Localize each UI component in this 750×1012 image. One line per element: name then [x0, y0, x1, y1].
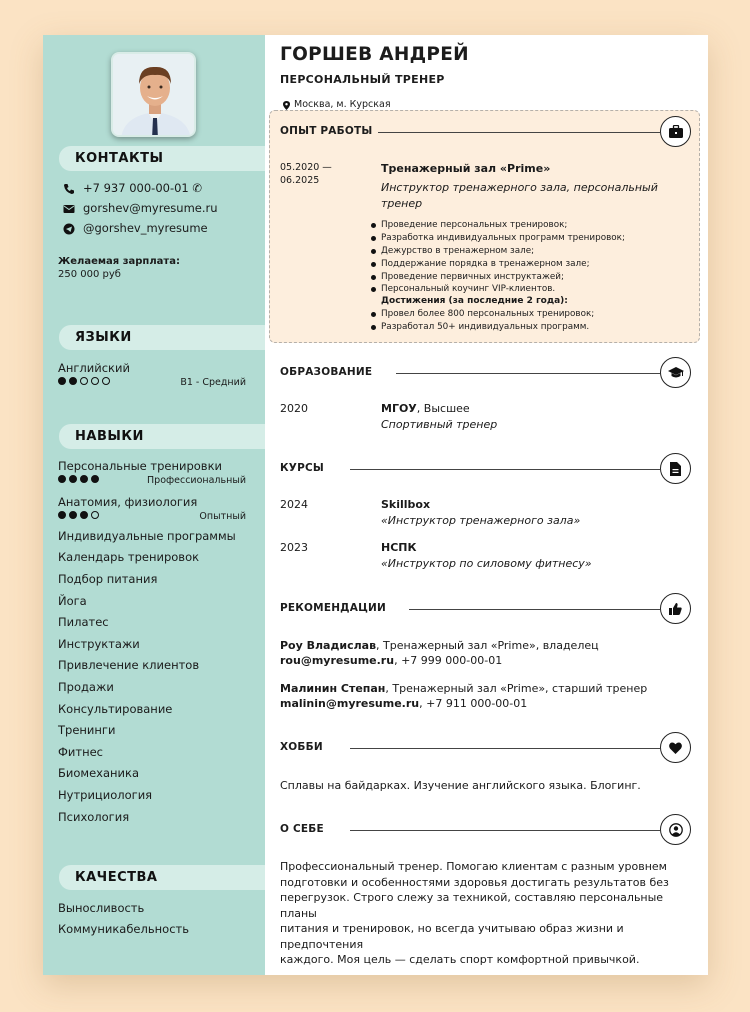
skill-rating: [58, 475, 99, 483]
rating-dot: [80, 475, 88, 483]
rating-dot: [80, 377, 88, 385]
salary-label: Желаемая зарплата:: [58, 256, 180, 267]
education-heading: ОБРАЗОВАНИЕ: [280, 366, 373, 378]
duty-item: Разработка индивидуальных программ тренировок;: [381, 233, 625, 243]
skill-item: Пилатес: [58, 615, 109, 629]
duty-item: Персональный коучинг VIP-клиентов.: [381, 284, 556, 294]
document-icon: [660, 453, 691, 484]
phone-icon: [63, 183, 75, 195]
achievements-heading: Достижения (за последние 2 года):: [381, 296, 568, 306]
skill-item: Психология: [58, 810, 130, 824]
quality-item: Выносливость: [58, 901, 145, 915]
languages-heading: ЯЗЫКИ: [59, 325, 265, 350]
email-icon: [63, 203, 75, 215]
education-year: 2020: [280, 402, 308, 415]
rating-dot: [80, 511, 88, 519]
divider: [396, 373, 660, 374]
sidebar: [43, 35, 265, 975]
skill-item: Календарь тренировок: [58, 550, 200, 564]
whatsapp-icon: ✆: [192, 181, 203, 195]
rating-dot: [58, 377, 66, 385]
recommendation-2: Малинин Степан, Тренажерный зал «Prime», старший тренер: [280, 682, 648, 695]
rating-dot: [102, 377, 110, 385]
experience-date-start: 05.2020 —: [280, 162, 332, 173]
experience-role: Инструктор тренажерного зала, персональный: [381, 181, 658, 194]
skill-item: Фитнес: [58, 745, 103, 759]
experience-heading: ОПЫТ РАБОТЫ: [280, 125, 373, 137]
duty-item: Проведение персональных тренировок;: [381, 220, 568, 230]
main-content: [265, 35, 708, 975]
skill-level: Профессиональный: [147, 475, 246, 486]
skill-item: Инструктажи: [58, 637, 140, 651]
divider: [378, 132, 660, 133]
experience-role: тренер: [381, 197, 423, 210]
contact-telegram[interactable]: @gorshev_myresume: [83, 221, 208, 235]
rating-dot: [58, 511, 66, 519]
contact-phone[interactable]: +7 937 000-00-01 ✆: [83, 181, 203, 195]
skill-item: Привлечение клиентов: [58, 658, 200, 672]
recommendation-1: Роу Владислав, Тренажерный зал «Prime», владелец: [280, 639, 599, 652]
skill-rated-name: Персональные тренировки: [58, 459, 223, 473]
course-name: «Инструктор тренажерного зала»: [381, 514, 581, 527]
recommendation-2-contact[interactable]: malinin@myresume.ru, +7 911 000-00-01: [280, 697, 528, 710]
course-year: 2024: [280, 498, 308, 511]
skill-item: Подбор питания: [58, 572, 158, 586]
achievement-item: Провел более 800 персональных тренировок;: [381, 309, 595, 319]
divider: [409, 609, 660, 610]
telegram-icon: [63, 223, 75, 235]
education-specialty: Спортивный тренер: [381, 418, 498, 431]
experience-date-end: 06.2025: [280, 175, 320, 186]
profile-photo: [111, 52, 196, 137]
graduation-cap-icon: [660, 357, 691, 388]
skill-item: Биомеханика: [58, 766, 139, 780]
duty-item: Дежурство в тренажерном зале;: [381, 246, 535, 256]
skill-item: Индивидуальные программы: [58, 529, 236, 543]
recommendations-heading: РЕКОМЕНДАЦИИ: [280, 602, 386, 614]
experience-company: Тренажерный зал «Prime»: [381, 162, 551, 175]
rating-dot: [69, 377, 77, 385]
divider: [350, 830, 660, 831]
rating-dot: [91, 511, 99, 519]
duty-item: Поддержание порядка в тренажерном зале;: [381, 259, 590, 269]
contacts-heading: КОНТАКТЫ: [59, 146, 265, 171]
course-org: НСПК: [381, 541, 417, 554]
skill-item: Продажи: [58, 680, 114, 694]
achievement-item: Разработал 50+ индивидуальных программ.: [381, 322, 590, 332]
course-org: Skillbox: [381, 498, 431, 511]
about-text: Профессиональный тренер. Помогаю клиентам с разным уровнем подготовки и особенностями здоровья достигать результатов без перегрузок. Строго слежу за техникой, составляю персональные планы питания и тренировок, но всегда учитываю образ жизни и предпочтения каждого. Моя цель — сделать спорт комфортной привычкой.: [280, 860, 669, 966]
skills-heading: НАВЫКИ: [59, 424, 265, 449]
person-position: ПЕРСОНАЛЬНЫЙ ТРЕНЕР: [280, 73, 445, 86]
recommendation-1-contact[interactable]: rou@myresume.ru, +7 999 000-00-01: [280, 654, 503, 667]
skill-item: Тренинги: [58, 723, 116, 737]
briefcase-icon: [660, 116, 691, 147]
skill-item: Нутрициология: [58, 788, 153, 802]
location-text: Москва, м. Курская: [294, 99, 391, 110]
rating-dot: [69, 475, 77, 483]
rating-dot: [58, 475, 66, 483]
thumbs-up-icon: [660, 593, 691, 624]
location-pin-icon: [283, 101, 290, 110]
rating-dot: [69, 511, 77, 519]
person-name: ГОРШЕВ АНДРЕЙ: [280, 44, 469, 65]
rating-dot: [91, 475, 99, 483]
resume-sheet: [43, 35, 708, 975]
skill-item: Йога: [58, 594, 87, 608]
hobby-text: Сплавы на байдарках. Изучение английского языка. Блогинг.: [280, 779, 641, 792]
courses-heading: КУРСЫ: [280, 462, 324, 474]
hobby-heading: ХОББИ: [280, 741, 323, 753]
course-year: 2023: [280, 541, 308, 554]
duty-item: Проведение первичных инструктажей;: [381, 272, 564, 282]
rating-dot: [91, 377, 99, 385]
language-name: Английский: [58, 361, 130, 375]
heart-icon: [660, 732, 691, 763]
skill-rating: [58, 511, 99, 519]
skill-item: Консультирование: [58, 702, 173, 716]
divider: [350, 469, 660, 470]
skill-rated-name: Анатомия, физиология: [58, 495, 198, 509]
course-name: «Инструктор по силовому фитнесу»: [381, 557, 592, 570]
skill-level: Опытный: [199, 511, 246, 522]
contact-email[interactable]: gorshev@myresume.ru: [83, 201, 218, 215]
language-level: B1 - Средний: [180, 377, 246, 388]
quality-item: Коммуникабельность: [58, 922, 189, 936]
divider: [350, 748, 660, 749]
about-heading: О СЕБЕ: [280, 823, 324, 835]
salary-value: 250 000 руб: [58, 269, 121, 280]
language-rating: [58, 377, 110, 385]
qualities-heading: КАЧЕСТВА: [59, 865, 265, 890]
user-icon: [660, 814, 691, 845]
education-institution: МГОУ, Высшее: [381, 402, 470, 415]
